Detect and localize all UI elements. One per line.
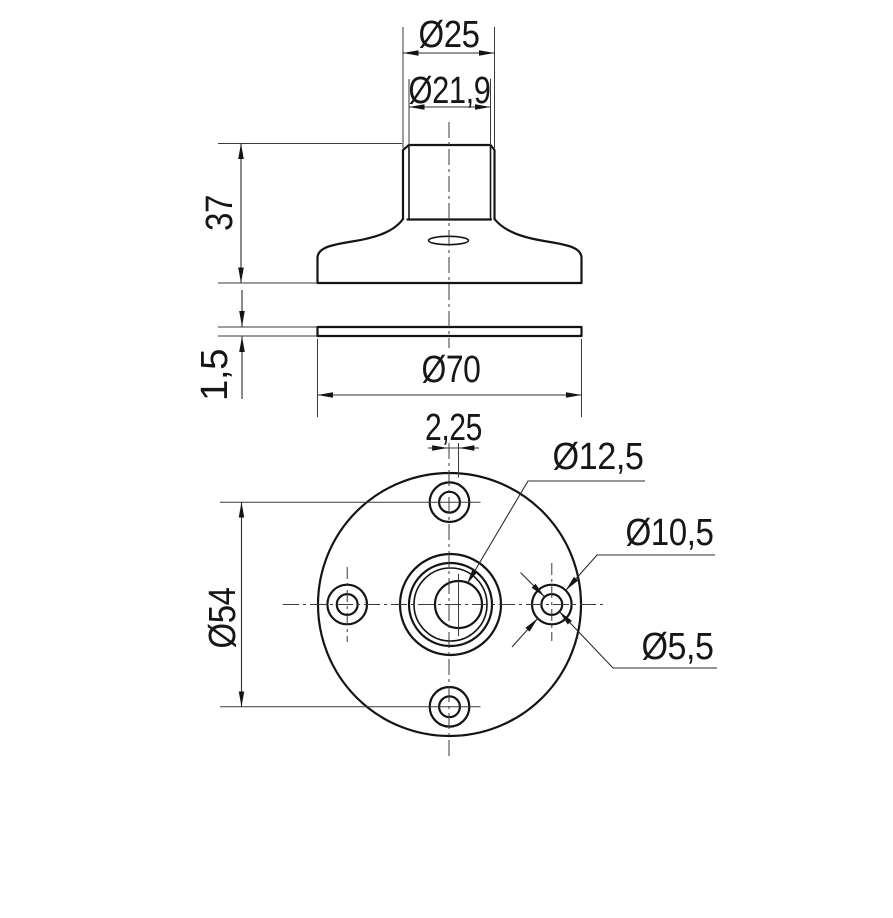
dia21-9-label: Ø21,9: [408, 70, 491, 112]
dia10-5-leader-opposite: [512, 618, 538, 647]
dia54-label: Ø54: [202, 578, 244, 649]
dia5-5-leader-opposite: [521, 573, 545, 597]
off2-25-label: 2,25: [425, 407, 482, 449]
side-view: [194, 14, 582, 417]
t1-5-extension-lines: [218, 327, 317, 336]
h37-extension-lines: [218, 144, 402, 284]
dia25-label: Ø25: [418, 14, 480, 56]
dia10-5-leader: [566, 555, 715, 590]
dia70-label: Ø70: [421, 349, 481, 391]
dia5-5-label: Ø5,5: [641, 626, 714, 668]
t1-5-label: 1,5: [194, 349, 236, 401]
h37-label: 37: [199, 189, 241, 231]
dia12-5-leader: [467, 481, 645, 584]
plan-view: [202, 407, 717, 757]
dia12-5-label: Ø12,5: [552, 436, 644, 478]
thread-lines: [409, 147, 491, 220]
dia10-5-label: Ø10,5: [625, 512, 714, 554]
